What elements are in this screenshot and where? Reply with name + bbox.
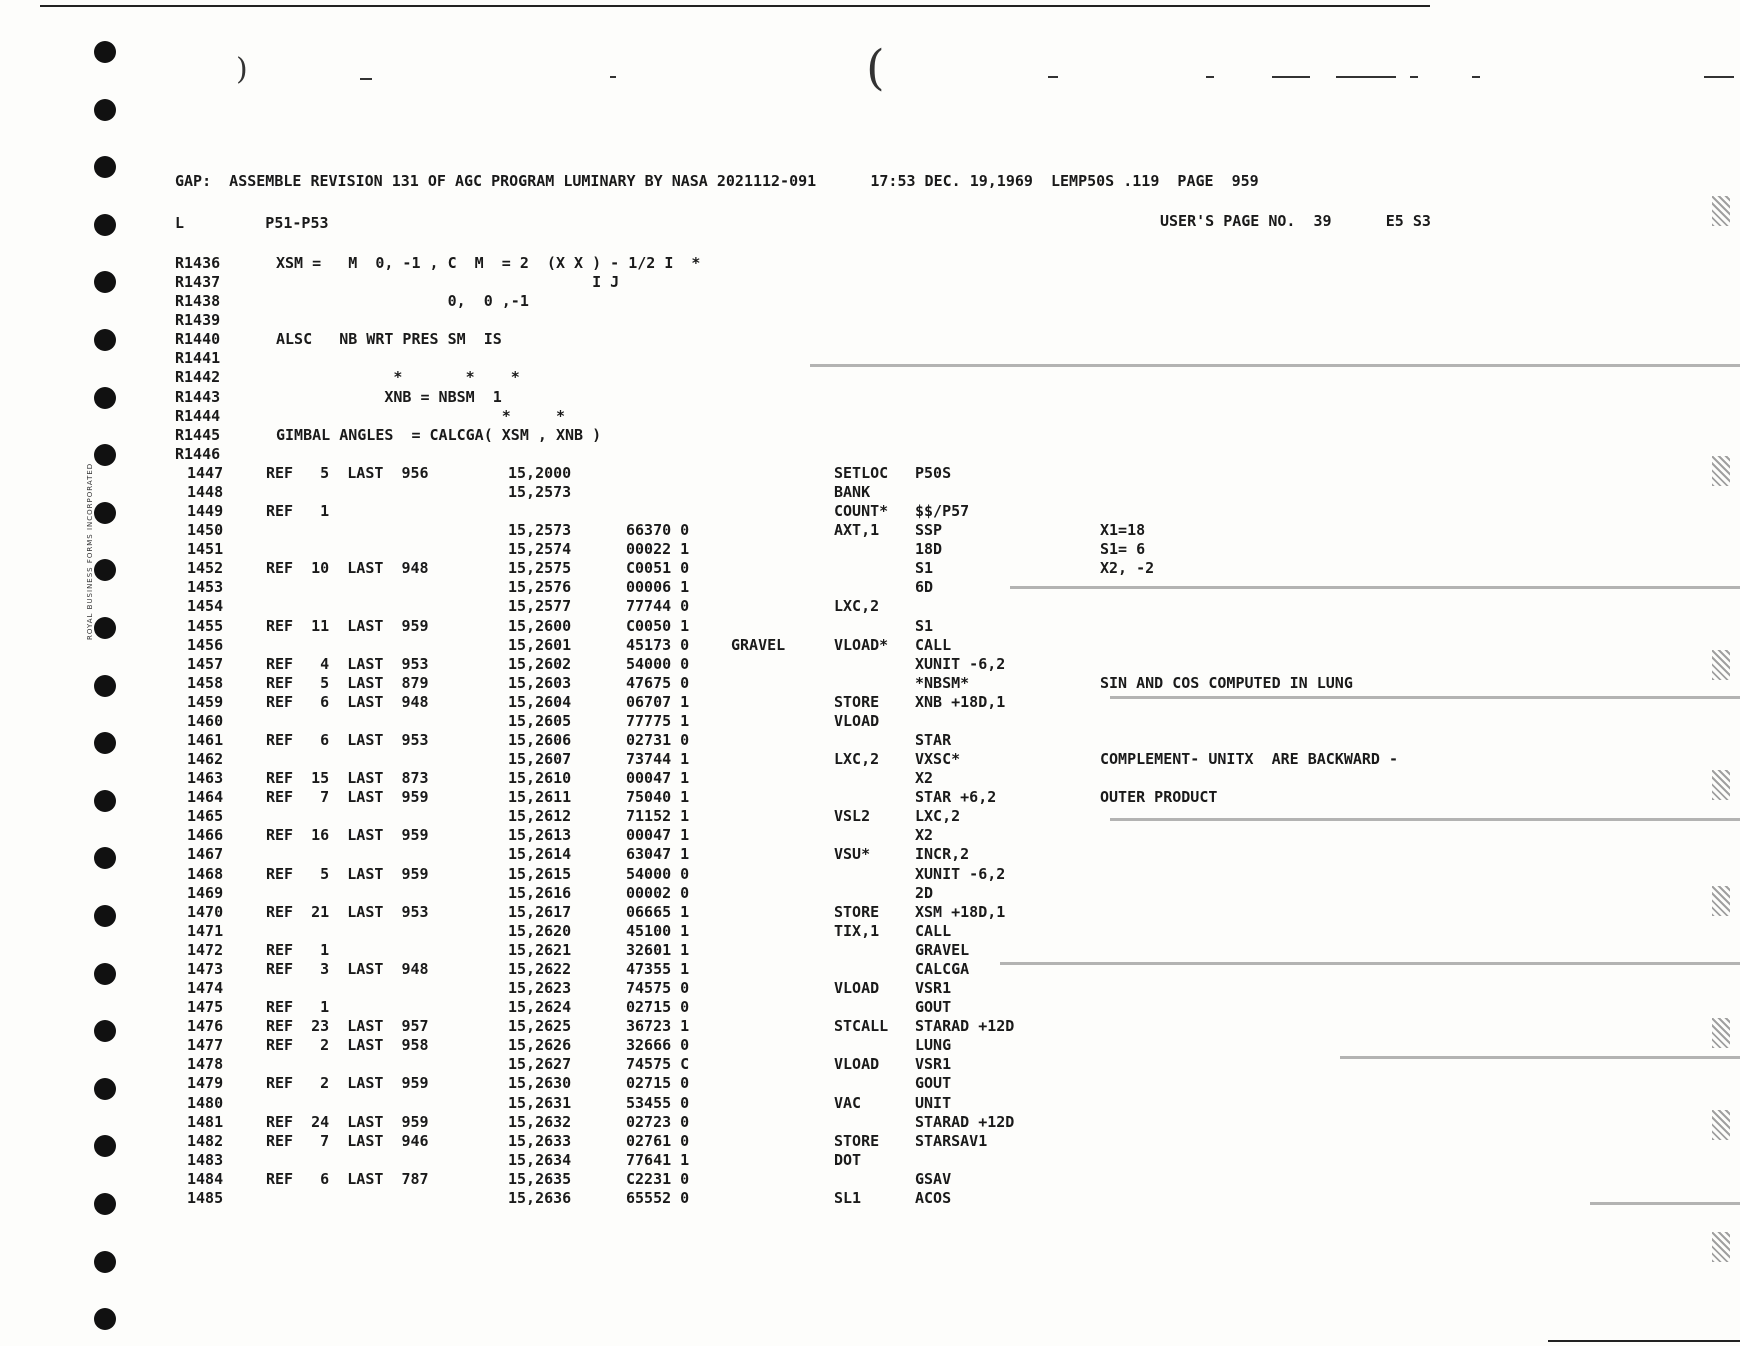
opcode-field: SL1	[834, 1188, 862, 1207]
opcode-field: VAC	[834, 1093, 862, 1112]
scan-smudge	[810, 364, 1740, 367]
line-number: 1477	[187, 1036, 224, 1055]
address-field: 15,2622	[508, 959, 572, 978]
line-number: R1442	[175, 368, 221, 387]
octal-field: 47355 1	[626, 959, 690, 978]
octal-field: 45100 1	[626, 921, 690, 940]
scan-smudge	[1340, 1056, 1740, 1059]
scan-specks	[1712, 1110, 1730, 1140]
opcode-field: STORE	[834, 902, 880, 921]
feed-hole	[94, 1135, 116, 1157]
margin-text: ROYAL BUSINESS FORMS INCORPORATED	[86, 462, 94, 640]
operand-field: VSR1	[915, 1055, 952, 1074]
operand-field: GRAVEL	[915, 940, 970, 959]
line-number: R1441	[175, 349, 221, 368]
octal-field: 74575 0	[626, 979, 690, 998]
octal-field: 00047 1	[626, 826, 690, 845]
address-field: 15,2636	[508, 1188, 572, 1207]
address-field: 15,2611	[508, 788, 572, 807]
comment-field: SIN AND COS COMPUTED IN LUNG	[1100, 673, 1353, 692]
feed-hole	[94, 214, 116, 236]
label-field: GRAVEL	[731, 635, 786, 654]
address-field: 15,2617	[508, 902, 572, 921]
operand-field: S1	[915, 616, 934, 635]
operand-field: LUNG	[915, 1036, 952, 1055]
operand-field: ACOS	[915, 1188, 952, 1207]
tractor-feed-holes	[0, 0, 150, 1346]
feed-hole	[94, 444, 116, 466]
line-number: 1455	[187, 616, 224, 635]
opcode-field: VSU*	[834, 845, 871, 864]
address-field: 15,2616	[508, 883, 572, 902]
operand-field: VSR1	[915, 979, 952, 998]
line-number: R1436	[175, 254, 221, 272]
octal-field: 54000 0	[626, 654, 690, 673]
octal-field: 45173 0	[626, 635, 690, 654]
address-field: 15,2624	[508, 998, 572, 1017]
top-rule	[40, 5, 1430, 7]
operand-field: XSM +18D,1	[915, 902, 1006, 921]
feed-hole	[94, 1193, 116, 1215]
ref-field: REF 4 LAST 953	[266, 654, 429, 673]
octal-field: 47675 0	[626, 673, 690, 692]
listing-subheader-right: USER'S PAGE NO. 39 E5 S3	[1160, 212, 1431, 230]
ref-field: REF 21 LAST 953	[266, 902, 429, 921]
address-field: 15,2605	[508, 711, 572, 730]
operand-field: GOUT	[915, 998, 952, 1017]
address-field: 15,2607	[508, 750, 572, 769]
octal-field: 02715 0	[626, 998, 690, 1017]
octal-field: C0050 1	[626, 616, 690, 635]
ref-field: REF 2 LAST 958	[266, 1036, 429, 1055]
feed-hole	[94, 156, 116, 178]
line-number: 1465	[187, 807, 224, 826]
feed-hole	[94, 271, 116, 293]
opcode-field: VLOAD	[834, 1055, 880, 1074]
line-number: R1446	[175, 444, 221, 463]
line-number: 1464	[187, 788, 224, 807]
feed-hole	[94, 502, 116, 524]
line-number: 1485	[187, 1188, 224, 1207]
octal-field: 54000 0	[626, 864, 690, 883]
octal-field: C0051 0	[626, 559, 690, 578]
operand-field: P50S	[915, 463, 952, 482]
ref-field: REF 6 LAST 953	[266, 731, 429, 749]
ref-field: REF 16 LAST 959	[266, 826, 429, 845]
line-number: 1474	[187, 979, 224, 998]
octal-field: 02731 0	[626, 731, 690, 749]
printer-mark	[1048, 76, 1058, 78]
ref-field: REF 23 LAST 957	[266, 1017, 429, 1036]
line-number: 1479	[187, 1074, 224, 1093]
comment-text: ALSC NB WRT PRES SM IS	[276, 330, 502, 349]
address-field: 15,2623	[508, 979, 572, 998]
feed-hole	[94, 559, 116, 581]
ref-field: REF 15 LAST 873	[266, 769, 429, 788]
opcode-field: BANK	[834, 482, 871, 501]
octal-field: 02761 0	[626, 1131, 690, 1150]
operand-field: STARAD +12D	[915, 1017, 1015, 1036]
ref-field: REF 5 LAST 956	[266, 463, 429, 482]
opcode-field: VSL2	[834, 807, 871, 826]
operand-field: CALL	[915, 635, 952, 654]
line-number: R1437	[175, 273, 221, 292]
octal-field: 71152 1	[626, 807, 690, 826]
line-number: 1483	[187, 1150, 224, 1169]
line-number: 1454	[187, 597, 224, 616]
line-number: 1458	[187, 673, 224, 692]
opcode-field: COUNT*	[834, 502, 889, 521]
address-field: 15,2575	[508, 559, 572, 578]
comment-field: S1= 6	[1100, 540, 1146, 559]
scan-smudge	[1110, 818, 1740, 821]
octal-field: 02723 0	[626, 1112, 690, 1131]
octal-field: 53455 0	[626, 1093, 690, 1112]
feed-hole	[94, 1078, 116, 1100]
line-number: 1467	[187, 845, 224, 864]
ref-field: REF 10 LAST 948	[266, 559, 429, 578]
line-number: 1482	[187, 1131, 224, 1150]
line-number: R1444	[175, 406, 221, 425]
address-field: 15,2601	[508, 635, 572, 654]
line-number: 1478	[187, 1055, 224, 1074]
line-number: 1457	[187, 654, 224, 673]
printer-mark	[1704, 76, 1734, 78]
comment-text: 0, 0 ,-1	[276, 292, 529, 311]
address-field: 15,2000	[508, 463, 572, 482]
line-number: R1443	[175, 387, 221, 406]
line-number: 1460	[187, 711, 224, 730]
address-field: 15,2633	[508, 1131, 572, 1150]
octal-field: 77775 1	[626, 711, 690, 730]
operand-field: X2	[915, 769, 934, 788]
line-number: 1469	[187, 883, 224, 902]
octal-field: 63047 1	[626, 845, 690, 864]
octal-field: 00047 1	[626, 769, 690, 788]
address-field: 15,2603	[508, 673, 572, 692]
feed-hole	[94, 905, 116, 927]
operand-field: XUNIT -6,2	[915, 864, 1006, 883]
octal-field: 00002 0	[626, 883, 690, 902]
octal-field: 36723 1	[626, 1017, 690, 1036]
operand-field: CALCGA	[915, 959, 970, 978]
line-number: R1439	[175, 311, 221, 330]
operand-field: 2D	[915, 883, 934, 902]
octal-field: 77744 0	[626, 597, 690, 616]
address-field: 15,2626	[508, 1036, 572, 1055]
octal-field: 06707 1	[626, 692, 690, 711]
line-number: 1459	[187, 692, 224, 711]
listing-subheader-left: L P51-P53	[175, 214, 329, 232]
address-field: 15,2577	[508, 597, 572, 616]
feed-hole	[94, 617, 116, 639]
operand-field: SSP	[915, 521, 943, 540]
scan-specks	[1712, 886, 1730, 916]
address-field: 15,2634	[508, 1150, 572, 1169]
address-field: 15,2576	[508, 578, 572, 597]
opcode-field: VLOAD	[834, 711, 880, 730]
line-number: 1450	[187, 521, 224, 540]
ref-field: REF 6 LAST 948	[266, 692, 429, 711]
line-number: 1476	[187, 1017, 224, 1036]
ref-field: REF 1	[266, 502, 330, 521]
operand-field: CALL	[915, 921, 952, 940]
address-field: 15,2631	[508, 1093, 572, 1112]
ref-field: REF 6 LAST 787	[266, 1169, 429, 1188]
opcode-field: VLOAD*	[834, 635, 889, 654]
operand-field: GOUT	[915, 1074, 952, 1093]
comment-field: X1=18	[1100, 521, 1146, 540]
scan-specks	[1712, 456, 1730, 486]
ref-field: REF 2 LAST 959	[266, 1074, 429, 1093]
opcode-field: STORE	[834, 1131, 880, 1150]
opcode-field: VLOAD	[834, 979, 880, 998]
line-number: R1445	[175, 425, 221, 444]
octal-field: 00022 1	[626, 540, 690, 559]
opcode-field: LXC,2	[834, 750, 880, 769]
opcode-field: STCALL	[834, 1017, 889, 1036]
feed-hole	[94, 41, 116, 63]
ref-field: REF 7 LAST 959	[266, 788, 429, 807]
comment-text: GIMBAL ANGLES = CALCGA( XSM , XNB )	[276, 425, 602, 444]
octal-field: 32666 0	[626, 1036, 690, 1055]
operand-field: XUNIT -6,2	[915, 654, 1006, 673]
octal-field: 65552 0	[626, 1188, 690, 1207]
octal-field: 00006 1	[626, 578, 690, 597]
address-field: 15,2613	[508, 826, 572, 845]
operand-field: STARAD +12D	[915, 1112, 1015, 1131]
feed-hole	[94, 675, 116, 697]
ref-field: REF 11 LAST 959	[266, 616, 429, 635]
feed-hole	[94, 963, 116, 985]
scan-specks	[1712, 770, 1730, 800]
comment-text: XNB = NBSM 1	[276, 387, 502, 406]
operand-field: STAR	[915, 731, 952, 749]
scan-specks	[1712, 196, 1730, 226]
octal-field: 74575 C	[626, 1055, 690, 1074]
feed-hole	[94, 790, 116, 812]
comment-field: X2, -2	[1100, 559, 1155, 578]
address-field: 15,2610	[508, 769, 572, 788]
feed-hole	[94, 387, 116, 409]
line-number: 1461	[187, 731, 224, 749]
address-field: 15,2621	[508, 940, 572, 959]
operand-field: 6D	[915, 578, 934, 597]
address-field: 15,2620	[508, 921, 572, 940]
line-number: 1475	[187, 998, 224, 1017]
operand-field: GSAV	[915, 1169, 952, 1188]
line-number: 1471	[187, 921, 224, 940]
scan-specks	[1712, 1018, 1730, 1048]
octal-field: C2231 0	[626, 1169, 690, 1188]
address-field: 15,2625	[508, 1017, 572, 1036]
comment-field: COMPLEMENT- UNITX ARE BACKWARD -	[1100, 750, 1399, 769]
listing-header: GAP: ASSEMBLE REVISION 131 OF AGC PROGRAM LUMINARY BY NASA 2021112-091 17:53 DEC. 19,1969 LEMP50S .119 PAGE 959	[175, 172, 1259, 190]
address-field: 15,2627	[508, 1055, 572, 1074]
line-number: 1480	[187, 1093, 224, 1112]
operand-field: *NBSM*	[915, 673, 970, 692]
line-number: 1453	[187, 578, 224, 597]
feed-hole	[94, 732, 116, 754]
line-number: 1449	[187, 502, 224, 521]
ref-field: REF 7 LAST 946	[266, 1131, 429, 1150]
operand-field: 18D	[915, 540, 943, 559]
printer-mark	[610, 76, 616, 78]
line-number: 1484	[187, 1169, 224, 1188]
operand-field: UNIT	[915, 1093, 952, 1112]
line-number: 1481	[187, 1112, 224, 1131]
printer-mark	[360, 78, 372, 80]
line-number: 1448	[187, 482, 224, 501]
address-field: 15,2632	[508, 1112, 572, 1131]
line-number: 1462	[187, 750, 224, 769]
address-field: 15,2630	[508, 1074, 572, 1093]
octal-field: 32601 1	[626, 940, 690, 959]
operand-field: XNB +18D,1	[915, 692, 1006, 711]
octal-field: 73744 1	[626, 750, 690, 769]
feed-hole	[94, 329, 116, 351]
address-field: 15,2573	[508, 482, 572, 501]
operand-field: STAR +6,2	[915, 788, 997, 807]
ref-field: REF 3 LAST 948	[266, 959, 429, 978]
opcode-field: LXC,2	[834, 597, 880, 616]
feed-hole	[94, 99, 116, 121]
comment-text: I J	[276, 273, 620, 292]
comment-text: * * *	[276, 368, 520, 387]
address-field: 15,2606	[508, 731, 572, 749]
printer-mark	[1206, 76, 1214, 78]
comment-field: OUTER PRODUCT	[1100, 788, 1218, 807]
feed-hole	[94, 847, 116, 869]
operand-field: X2	[915, 826, 934, 845]
opcode-field: TIX,1	[834, 921, 880, 940]
line-number: 1466	[187, 826, 224, 845]
paren-mark: (	[866, 40, 885, 96]
address-field: 15,2612	[508, 807, 572, 826]
bottom-rule	[1548, 1340, 1740, 1342]
line-number: 1451	[187, 540, 224, 559]
line-number: 1447	[187, 463, 224, 482]
feed-hole	[94, 1251, 116, 1273]
ref-field: REF 5 LAST 879	[266, 673, 429, 692]
scan-smudge	[1010, 586, 1740, 589]
address-field: 15,2604	[508, 692, 572, 711]
ref-field: REF 1	[266, 998, 330, 1017]
line-number: 1468	[187, 864, 224, 883]
printer-mark	[1272, 76, 1310, 78]
feed-hole	[94, 1308, 116, 1330]
address-field: 15,2615	[508, 864, 572, 883]
comment-text: * *	[276, 406, 565, 425]
address-field: 15,2602	[508, 654, 572, 673]
address-field: 15,2573	[508, 521, 572, 540]
scan-smudge	[1000, 962, 1740, 965]
opcode-field: SETLOC	[834, 463, 889, 482]
opcode-field: STORE	[834, 692, 880, 711]
line-number: R1438	[175, 292, 221, 311]
octal-field: 75040 1	[626, 788, 690, 807]
address-field: 15,2614	[508, 845, 572, 864]
octal-field: 77641 1	[626, 1150, 690, 1169]
octal-field: 66370 0	[626, 521, 690, 540]
operand-field: VXSC*	[915, 750, 961, 769]
line-number: 1452	[187, 559, 224, 578]
printer-mark	[1410, 76, 1418, 78]
octal-field: 06665 1	[626, 902, 690, 921]
ref-field: REF 5 LAST 959	[266, 864, 429, 883]
opcode-field: AXT,1	[834, 521, 880, 540]
address-field: 15,2635	[508, 1169, 572, 1188]
comment-text: XSM = M 0, -1 , C M = 2 (X X ) - 1/2 I *	[276, 254, 701, 272]
line-number: 1472	[187, 940, 224, 959]
address-field: 15,2600	[508, 616, 572, 635]
scan-smudge	[1590, 1202, 1740, 1205]
octal-field: 02715 0	[626, 1074, 690, 1093]
feed-hole	[94, 1020, 116, 1042]
operand-field: S1	[915, 559, 934, 578]
operand-field: LXC,2	[915, 807, 961, 826]
scan-specks	[1712, 1232, 1730, 1262]
address-field: 15,2574	[508, 540, 572, 559]
scan-smudge	[1110, 696, 1740, 699]
printer-mark	[1336, 76, 1396, 78]
operand-field: INCR,2	[915, 845, 970, 864]
ref-field: REF 24 LAST 959	[266, 1112, 429, 1131]
bracket-mark: )	[236, 52, 248, 87]
line-number: 1456	[187, 635, 224, 654]
line-number: 1473	[187, 959, 224, 978]
opcode-field: DOT	[834, 1150, 862, 1169]
scan-specks	[1712, 650, 1730, 680]
printer-mark	[1472, 76, 1480, 78]
line-number: R1440	[175, 330, 221, 349]
operand-field: STARSAV1	[915, 1131, 988, 1150]
ref-field: REF 1	[266, 940, 330, 959]
line-number: 1470	[187, 902, 224, 921]
line-number: 1463	[187, 769, 224, 788]
operand-field: $$/P57	[915, 502, 970, 521]
